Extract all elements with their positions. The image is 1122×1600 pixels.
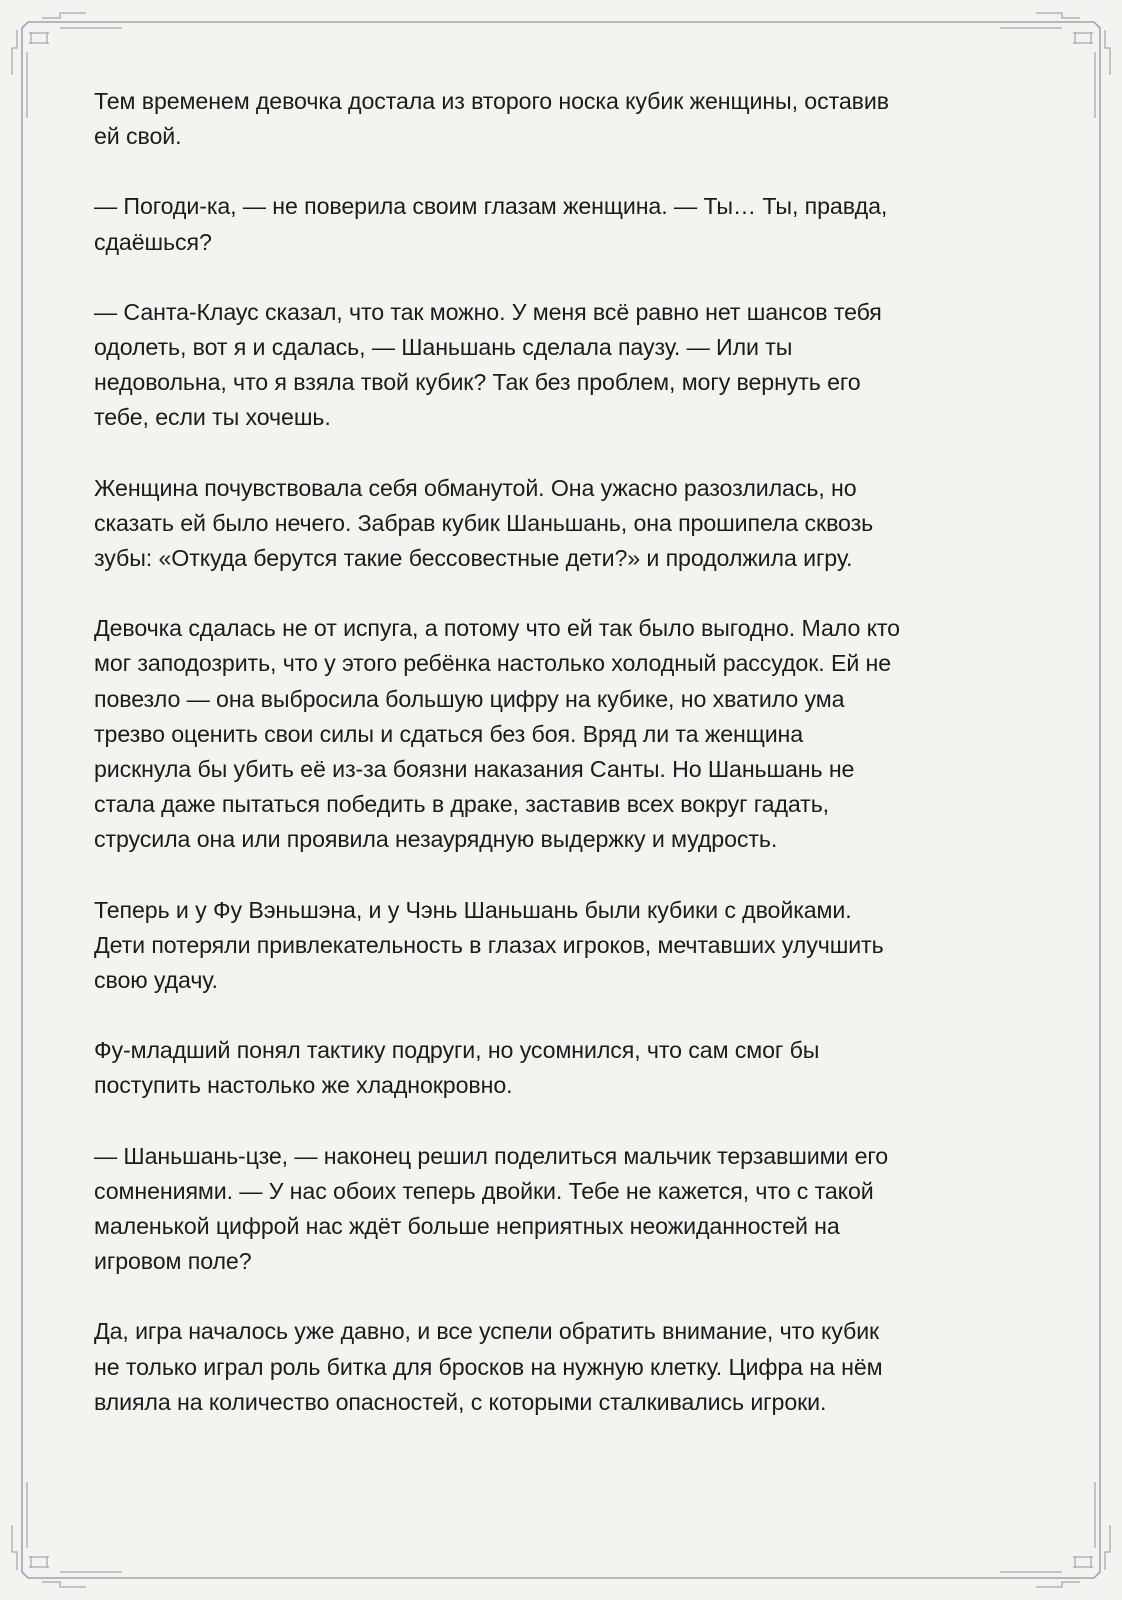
text-line: сдаёшься? bbox=[94, 228, 212, 255]
text-line: тебе, если ты хочешь. bbox=[94, 404, 331, 431]
paragraph bbox=[94, 1314, 1024, 1420]
text-line: свою удачу. bbox=[94, 967, 218, 994]
text-line: маленькой цифрой нас ждёт больше неприятных неожиданностей на bbox=[94, 1213, 840, 1240]
document-body bbox=[94, 84, 1024, 1455]
paragraph bbox=[94, 295, 1024, 436]
text-line: стала даже пытаться победить в драке, заставив всех вокруг гадать, bbox=[94, 791, 830, 818]
text-line: трезво оценить свои силы и сдаться без боя. Вряд ли та женщина bbox=[94, 720, 804, 747]
text-line: одолеть, вот я и сдалась, — Шаньшань сделала паузу. — Или ты bbox=[94, 334, 793, 361]
text-line: — Погоди-ка, — не поверила своим глазам женщина. — Ты… Ты, правда, bbox=[94, 193, 888, 220]
paragraph bbox=[94, 893, 1024, 999]
text-line: поступить настолько же хладнокровно. bbox=[94, 1072, 513, 1099]
paragraph bbox=[94, 1139, 1024, 1280]
text-line: Дети потеряли привлекательность в глазах игроков, мечтавших улучшить bbox=[94, 931, 884, 958]
paragraph bbox=[94, 471, 1024, 577]
text-line: повезло — она выбросила большую цифру на кубике, но хватило ума bbox=[94, 685, 845, 712]
paragraph bbox=[94, 84, 1024, 154]
text-line: Теперь и у Фу Вэньшэна, и у Чэнь Шаньшань были кубики с двойками. bbox=[94, 896, 852, 923]
text-line: — Санта-Клаус сказал, что так можно. У меня всё равно нет шансов тебя bbox=[94, 298, 882, 325]
text-line: сказать ей было нечего. Забрав кубик Шаньшань, она прошипела сквозь bbox=[94, 509, 874, 536]
text-line: ей свой. bbox=[94, 123, 182, 150]
text-line: Фу-младший понял тактику подруги, но усомнился, что сам смог бы bbox=[94, 1037, 820, 1064]
corner-ornament-bottom-left bbox=[12, 1482, 122, 1587]
text-line: Да, игра началось уже давно, и все успели обратить внимание, что кубик bbox=[94, 1318, 880, 1345]
text-line: игровом поле? bbox=[94, 1248, 252, 1275]
text-line: Женщина почувствовала себя обманутой. Она ужасно разозлилась, но bbox=[94, 474, 857, 501]
text-line: зубы: «Откуда берутся такие бессовестные дети?» и продолжила игру. bbox=[94, 545, 853, 572]
text-line: рискнула бы убить её из-за боязни наказания Санты. Но Шаньшань не bbox=[94, 756, 855, 783]
text-line: — Шаньшань-цзе, — наконец решил поделиться мальчик терзавшими его bbox=[94, 1142, 889, 1169]
text-line: не только играл роль битка для бросков на нужную клетку. Цифра на нём bbox=[94, 1353, 883, 1380]
text-line: сомнениями. — У нас обоих теперь двойки. Тебе не кажется, что с такой bbox=[94, 1177, 874, 1204]
paragraph bbox=[94, 189, 1024, 259]
corner-ornament-bottom-right bbox=[1000, 1482, 1110, 1587]
paragraph bbox=[94, 1033, 1024, 1103]
paragraph bbox=[94, 611, 1024, 857]
text-line: Девочка сдалась не от испуга, а потому что ей так было выгодно. Мало кто bbox=[94, 615, 900, 642]
text-line: влияла на количество опасностей, с которыми сталкивались игроки. bbox=[94, 1388, 827, 1415]
text-line: недовольна, что я взяла твой кубик? Так без проблем, могу вернуть его bbox=[94, 369, 861, 396]
text-line: мог заподозрить, что у этого ребёнка настолько холодный рассудок. Ей не bbox=[94, 650, 892, 677]
text-line: Тем временем девочка достала из второго носка кубик женщины, оставив bbox=[94, 88, 889, 114]
text-line: струсила она или проявила незаурядную выдержку и мудрость. bbox=[94, 826, 778, 853]
